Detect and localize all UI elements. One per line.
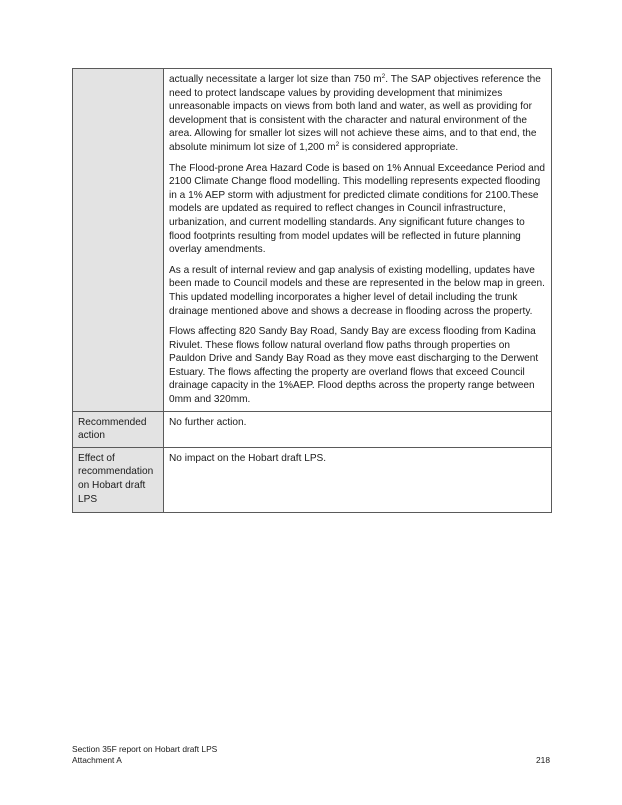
paragraph-model-updates: As a result of internal review and gap analysis of existing modelling, updates have been made to Council models and these are represented in the below map in green. This updated modelling incorporates a higher level of detail including the trunk drainage mentioned above and shows a decrease in flooding across the property.	[169, 264, 545, 317]
paragraph-flood-code: The Flood-prone Area Hazard Code is based on 1% Annual Exceedance Period and 2100 Climate Change flood modelling. This modelling represents expected flooding in a 1% AEP storm with adjustment for predicted climate conditions for 2100.These models are updated as required to reflect changes in Council infrastructure, urbanization, and current modelling standards. Any significant future changes to flood footprints resulting from model updates will be reflected in future planning overlay amendments.	[169, 162, 545, 256]
superscript: 2	[381, 73, 386, 80]
row-content	[164, 411, 552, 447]
effect-text: No impact on the Hobart draft LPS.	[169, 452, 327, 464]
report-table	[72, 68, 552, 513]
text-span: . The SAP objectives reference the need to protect landscape values by providing development that minimizes unreasonable impacts on views from both land and water, as well as providing for development that is consistent with the character and natural environment of the area. Allowing for smaller lot sizes will not achieve these aims, and to that end, the absolute minimum lot size of 1,200 m	[169, 74, 541, 153]
row-label: Recommended action	[73, 411, 164, 447]
paragraph-flows: Flows affecting 820 Sandy Bay Road, Sandy Bay are excess flooding from Kadina Rivulet. These flows follow natural overland flow paths through properties on Pauldon Drive and Sandy Bay Road as they move east discharging to the Derwent Estuary. The flows affecting the property are overland flows that exceed Council drainage capacity in the 1%AEP. Flood depths across the property range between 0mm and 320mm.	[169, 326, 539, 406]
page-number: 218	[536, 755, 550, 765]
row-label: Effect of recommendation on Hobart draft LPS	[73, 447, 164, 512]
text-span: actually necessitate a larger lot size than 750 m	[169, 74, 382, 85]
recommended-action-text: No further action.	[169, 416, 247, 428]
footer-report-title: Section 35F report on Hobart draft LPS	[72, 744, 218, 754]
table-row	[73, 69, 552, 412]
page-footer	[72, 744, 550, 766]
text-span: is considered appropriate.	[339, 141, 459, 153]
table-row	[73, 447, 552, 512]
superscript: 2	[335, 140, 340, 148]
row-content	[164, 69, 552, 412]
row-content	[164, 447, 552, 512]
footer-attachment: Attachment A	[72, 755, 122, 765]
paragraph-lot-size	[169, 73, 546, 155]
table-row	[73, 411, 552, 447]
row-label-empty	[73, 69, 164, 412]
